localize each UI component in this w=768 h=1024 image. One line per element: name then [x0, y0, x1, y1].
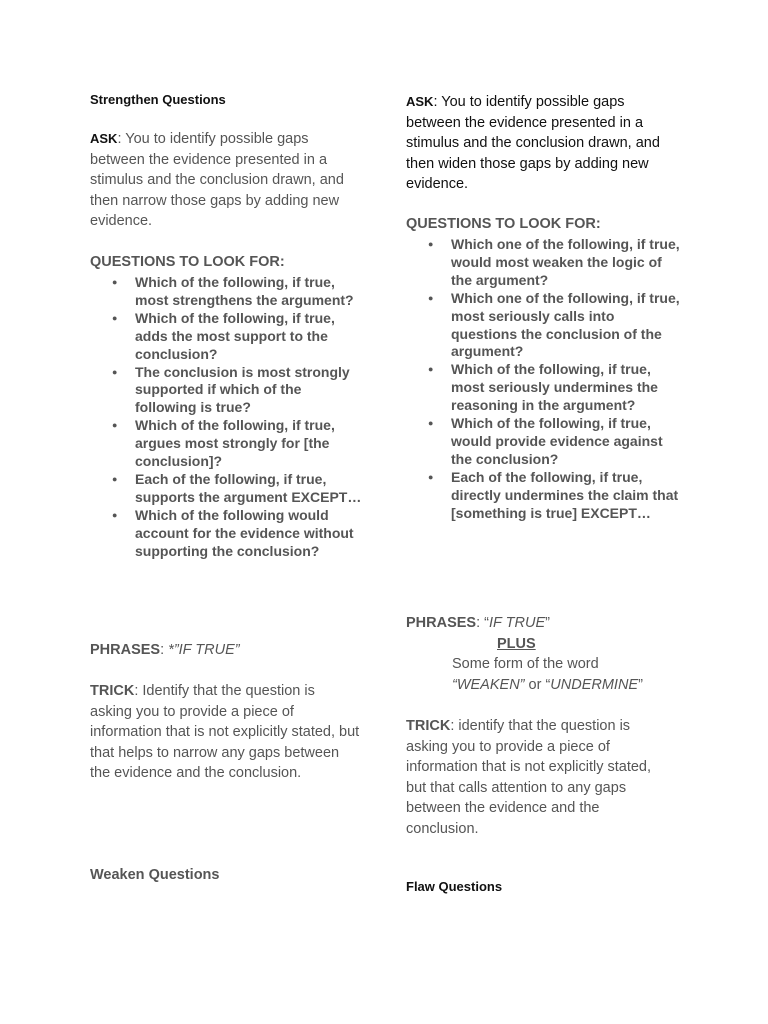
weaken-words — [452, 675, 643, 696]
weaken-word-line: Some form of the word — [452, 656, 599, 672]
list-item: ● Which of the following, if true, would provide evidence against the conclusion? — [406, 415, 681, 469]
weaken-ask-label: ASK — [406, 94, 434, 109]
weaken-close-quote: ” — [638, 677, 643, 693]
weaken-phrases-value: IF TRUE — [489, 615, 546, 631]
weaken-phrases-label: PHRASES — [406, 615, 477, 631]
strengthen-trick-text: : Identify that the question is asking you to provide a piece of information that is not explicitly stated, but that helps to narrow any gaps between the evidence and the conclusion. — [90, 683, 360, 781]
strengthen-phrases-label: PHRASES — [90, 642, 161, 658]
strengthen-trick-label: TRICK — [90, 683, 135, 699]
weaken-trick-text: : identify that the question is asking you to provide a piece of information that is not explicitly stated, but that calls attention to any gaps between the evidence and the conclusion. — [406, 718, 652, 837]
strengthen-questions-list — [90, 274, 365, 561]
weaken-phrases-open: : “ — [476, 615, 489, 631]
weaken-trick — [406, 716, 671, 839]
list-item: ● The conclusion is most strongly supported if which of the following is true? — [90, 364, 365, 418]
weaken-ask-text: : You to identify possible gaps between the evidence presented in a stimulus and the conclusion drawn, and then widen those gaps by adding new evidence. — [406, 94, 660, 192]
flaw-title: Flaw Questions — [406, 879, 503, 894]
undermine-word: UNDERMINE — [550, 677, 639, 693]
weaken-word: “WEAKEN” — [452, 677, 525, 693]
weaken-questions-heading: QUESTIONS TO LOOK FOR: — [406, 216, 601, 232]
weaken-plus: PLUS — [497, 636, 536, 652]
weaken-phrases — [406, 613, 550, 634]
weaken-questions-list — [406, 236, 681, 523]
weaken-or: or “ — [524, 677, 551, 693]
list-item: ● Each of the following, if true, directly undermines the claim that [something is true] EXCEPT… — [406, 469, 681, 523]
weaken-phrases-close: ” — [545, 615, 550, 631]
list-item: ● Which of the following would account for the evidence without supporting the conclusion? — [90, 507, 365, 561]
weaken-trick-label: TRICK — [406, 718, 451, 734]
list-item: ● Which of the following, if true, most strengthens the argument? — [90, 274, 365, 310]
weaken-ask — [406, 92, 681, 195]
strengthen-phrases-sep: : — [160, 642, 169, 658]
list-item: ● Which one of the following, if true, most seriously calls into questions the conclusion of the argument? — [406, 290, 681, 362]
strengthen-ask — [90, 129, 360, 232]
strengthen-trick — [90, 681, 360, 784]
weaken-title: Weaken Questions — [90, 867, 220, 883]
list-item: ● Each of the following, if true, supports the argument EXCEPT… — [90, 471, 365, 507]
strengthen-ask-text: : You to identify possible gaps between the evidence presented in a stimulus and the conclusion drawn, and then narrow those gaps by adding new evidence. — [90, 131, 344, 229]
strengthen-questions-heading: QUESTIONS TO LOOK FOR: — [90, 254, 285, 270]
list-item: ● Which one of the following, if true, would most weaken the logic of the argument? — [406, 236, 681, 290]
list-item: ● Which of the following, if true, argues most strongly for [the conclusion]? — [90, 417, 365, 471]
list-item: ● Which of the following, if true, adds the most support to the conclusion? — [90, 310, 365, 364]
strengthen-phrases — [90, 640, 240, 661]
strengthen-ask-label: ASK — [90, 131, 118, 146]
strengthen-title: Strengthen Questions — [90, 92, 226, 107]
strengthen-phrases-value: *”IF TRUE” — [168, 642, 240, 658]
list-item: ● Which of the following, if true, most seriously undermines the reasoning in the argument? — [406, 361, 681, 415]
